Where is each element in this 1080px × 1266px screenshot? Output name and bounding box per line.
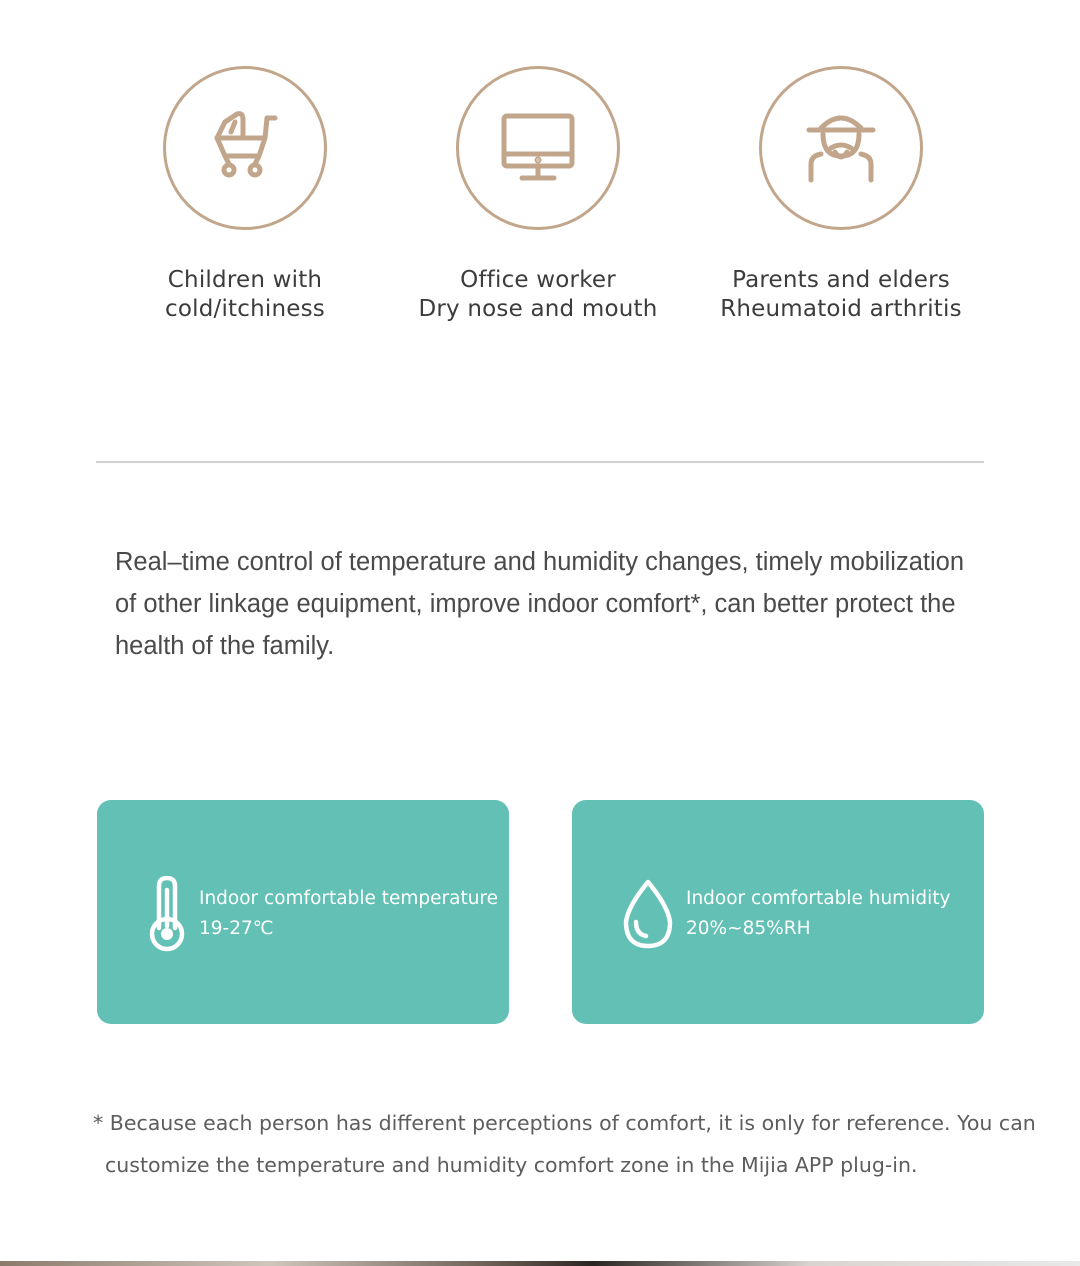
footnote-line-2: customize the temperature and humidity comfort zone in the Mijia APP plug-in. [105,1153,918,1177]
bottom-image-edge [0,1261,1080,1266]
persona-elders [691,66,991,324]
persona-caption [691,266,991,324]
humidity-value: 20%~85%RH [686,918,811,939]
persona-line-1: Children with [167,267,323,293]
intro-paragraph: Real–time control of temperature and humidity changes, timely mobilization of other linkage equipment, improve indoor comfort*, can better protect the health of the family. [115,548,964,660]
persona-line-1: Parents and elders [732,267,950,293]
persona-children [95,66,395,324]
persona-caption [95,266,395,324]
temperature-value: 19-27℃ [199,918,274,939]
persona-line-2: Dry nose and mouth [418,296,658,322]
elder-icon [799,106,883,190]
stroller-icon [203,106,287,190]
thermometer-icon [147,876,187,952]
temperature-card [97,800,509,1024]
humidity-card [572,800,984,1024]
persona-icon-circle [163,66,327,230]
section-divider [96,461,984,463]
temperature-text [199,884,498,944]
persona-icon-circle [456,66,620,230]
persona-line-1: Office worker [460,267,616,293]
monitor-icon [496,106,580,190]
persona-line-2: cold/itchiness [165,296,325,322]
persona-icon-circle [759,66,923,230]
humidity-title: Indoor comfortable humidity [686,888,951,909]
humidity-text [686,884,950,944]
footnote-line-1: * Because each person has different perceptions of comfort, it is only for reference. You can [93,1111,1036,1135]
temperature-title: Indoor comfortable temperature [199,888,499,909]
persona-caption [388,266,688,324]
persona-line-2: Rheumatoid arthritis [720,296,962,322]
water-drop-icon [620,876,676,950]
persona-office-worker [388,66,688,324]
footnote [93,1102,1036,1186]
